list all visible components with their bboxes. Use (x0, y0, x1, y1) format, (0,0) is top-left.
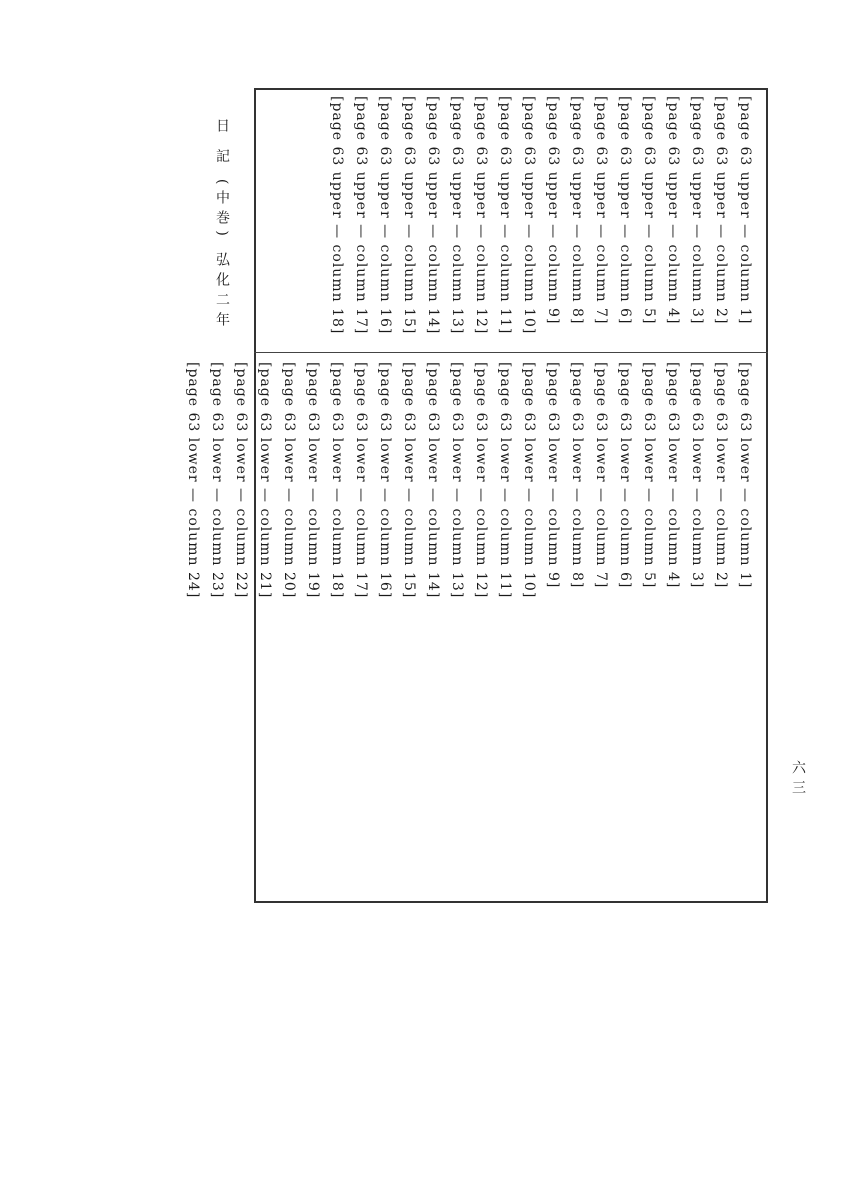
text-column: [page 63 upper — column 17] (353, 96, 369, 335)
text-column: [page 63 upper — column 3] (689, 96, 705, 325)
text-column: [page 63 upper — column 16] (377, 96, 393, 335)
page-number: 六三 (790, 760, 806, 800)
text-column: [page 63 lower — column 14] (425, 362, 441, 599)
section-divider (254, 352, 768, 353)
text-column: [page 63 upper — column 13] (449, 96, 465, 335)
text-column: [page 63 upper — column 10] (521, 96, 537, 335)
text-column: [page 63 upper — column 6] (617, 96, 633, 325)
text-column: [page 63 lower — column 9] (545, 362, 561, 589)
text-column: [page 63 lower — column 24] (185, 362, 201, 599)
text-column: [page 63 lower — column 11] (497, 362, 513, 599)
text-column: [page 63 upper — column 2] (713, 96, 729, 325)
text-column: [page 63 lower — column 3] (689, 362, 705, 589)
text-column: [page 63 lower — column 13] (449, 362, 465, 599)
text-column: [page 63 lower — column 7] (593, 362, 609, 589)
text-column: [page 63 lower — column 17] (353, 362, 369, 599)
text-column: [page 63 upper — column 5] (641, 96, 657, 325)
text-column: [page 63 upper — column 8] (569, 96, 585, 325)
text-column: [page 63 upper — column 18] (329, 96, 345, 335)
lower-text-block (185, 362, 754, 894)
text-column: [page 63 lower — column 10] (521, 362, 537, 599)
text-column: [page 63 lower — column 18] (329, 362, 345, 599)
text-column: [page 63 lower — column 12] (473, 362, 489, 599)
text-column: [page 63 upper — column 9] (545, 96, 561, 325)
text-column: [page 63 upper — column 11] (497, 96, 513, 335)
text-column: [page 63 upper — column 7] (593, 96, 609, 325)
text-column: [page 63 upper — column 15] (401, 96, 417, 335)
text-column: [page 63 upper — column 1] (737, 96, 753, 325)
text-column: [page 63 lower — column 23] (209, 362, 225, 599)
text-column: [page 63 upper — column 4] (665, 96, 681, 325)
text-column: [page 63 lower — column 22] (233, 362, 249, 599)
text-column: [page 63 lower — column 20] (281, 362, 297, 599)
text-column: [page 63 lower — column 21] (257, 362, 273, 599)
text-column: [page 63 lower — column 15] (401, 362, 417, 599)
text-column: [page 63 upper — column 14] (425, 96, 441, 335)
text-column: [page 63 lower — column 6] (617, 362, 633, 589)
text-column: [page 63 lower — column 2] (713, 362, 729, 589)
text-column: [page 63 lower — column 1] (737, 362, 753, 589)
upper-text-block (268, 96, 754, 346)
text-column: [page 63 lower — column 16] (377, 362, 393, 599)
text-column: [page 63 lower — column 19] (305, 362, 321, 599)
text-column: [page 63 lower — column 5] (641, 362, 657, 589)
text-column: [page 63 upper — column 12] (473, 96, 489, 335)
text-column: [page 63 lower — column 8] (569, 362, 585, 589)
text-column: [page 63 lower — column 4] (665, 362, 681, 589)
left-margin-caption: 日 記 (中巻) 弘化二年 (214, 118, 230, 333)
